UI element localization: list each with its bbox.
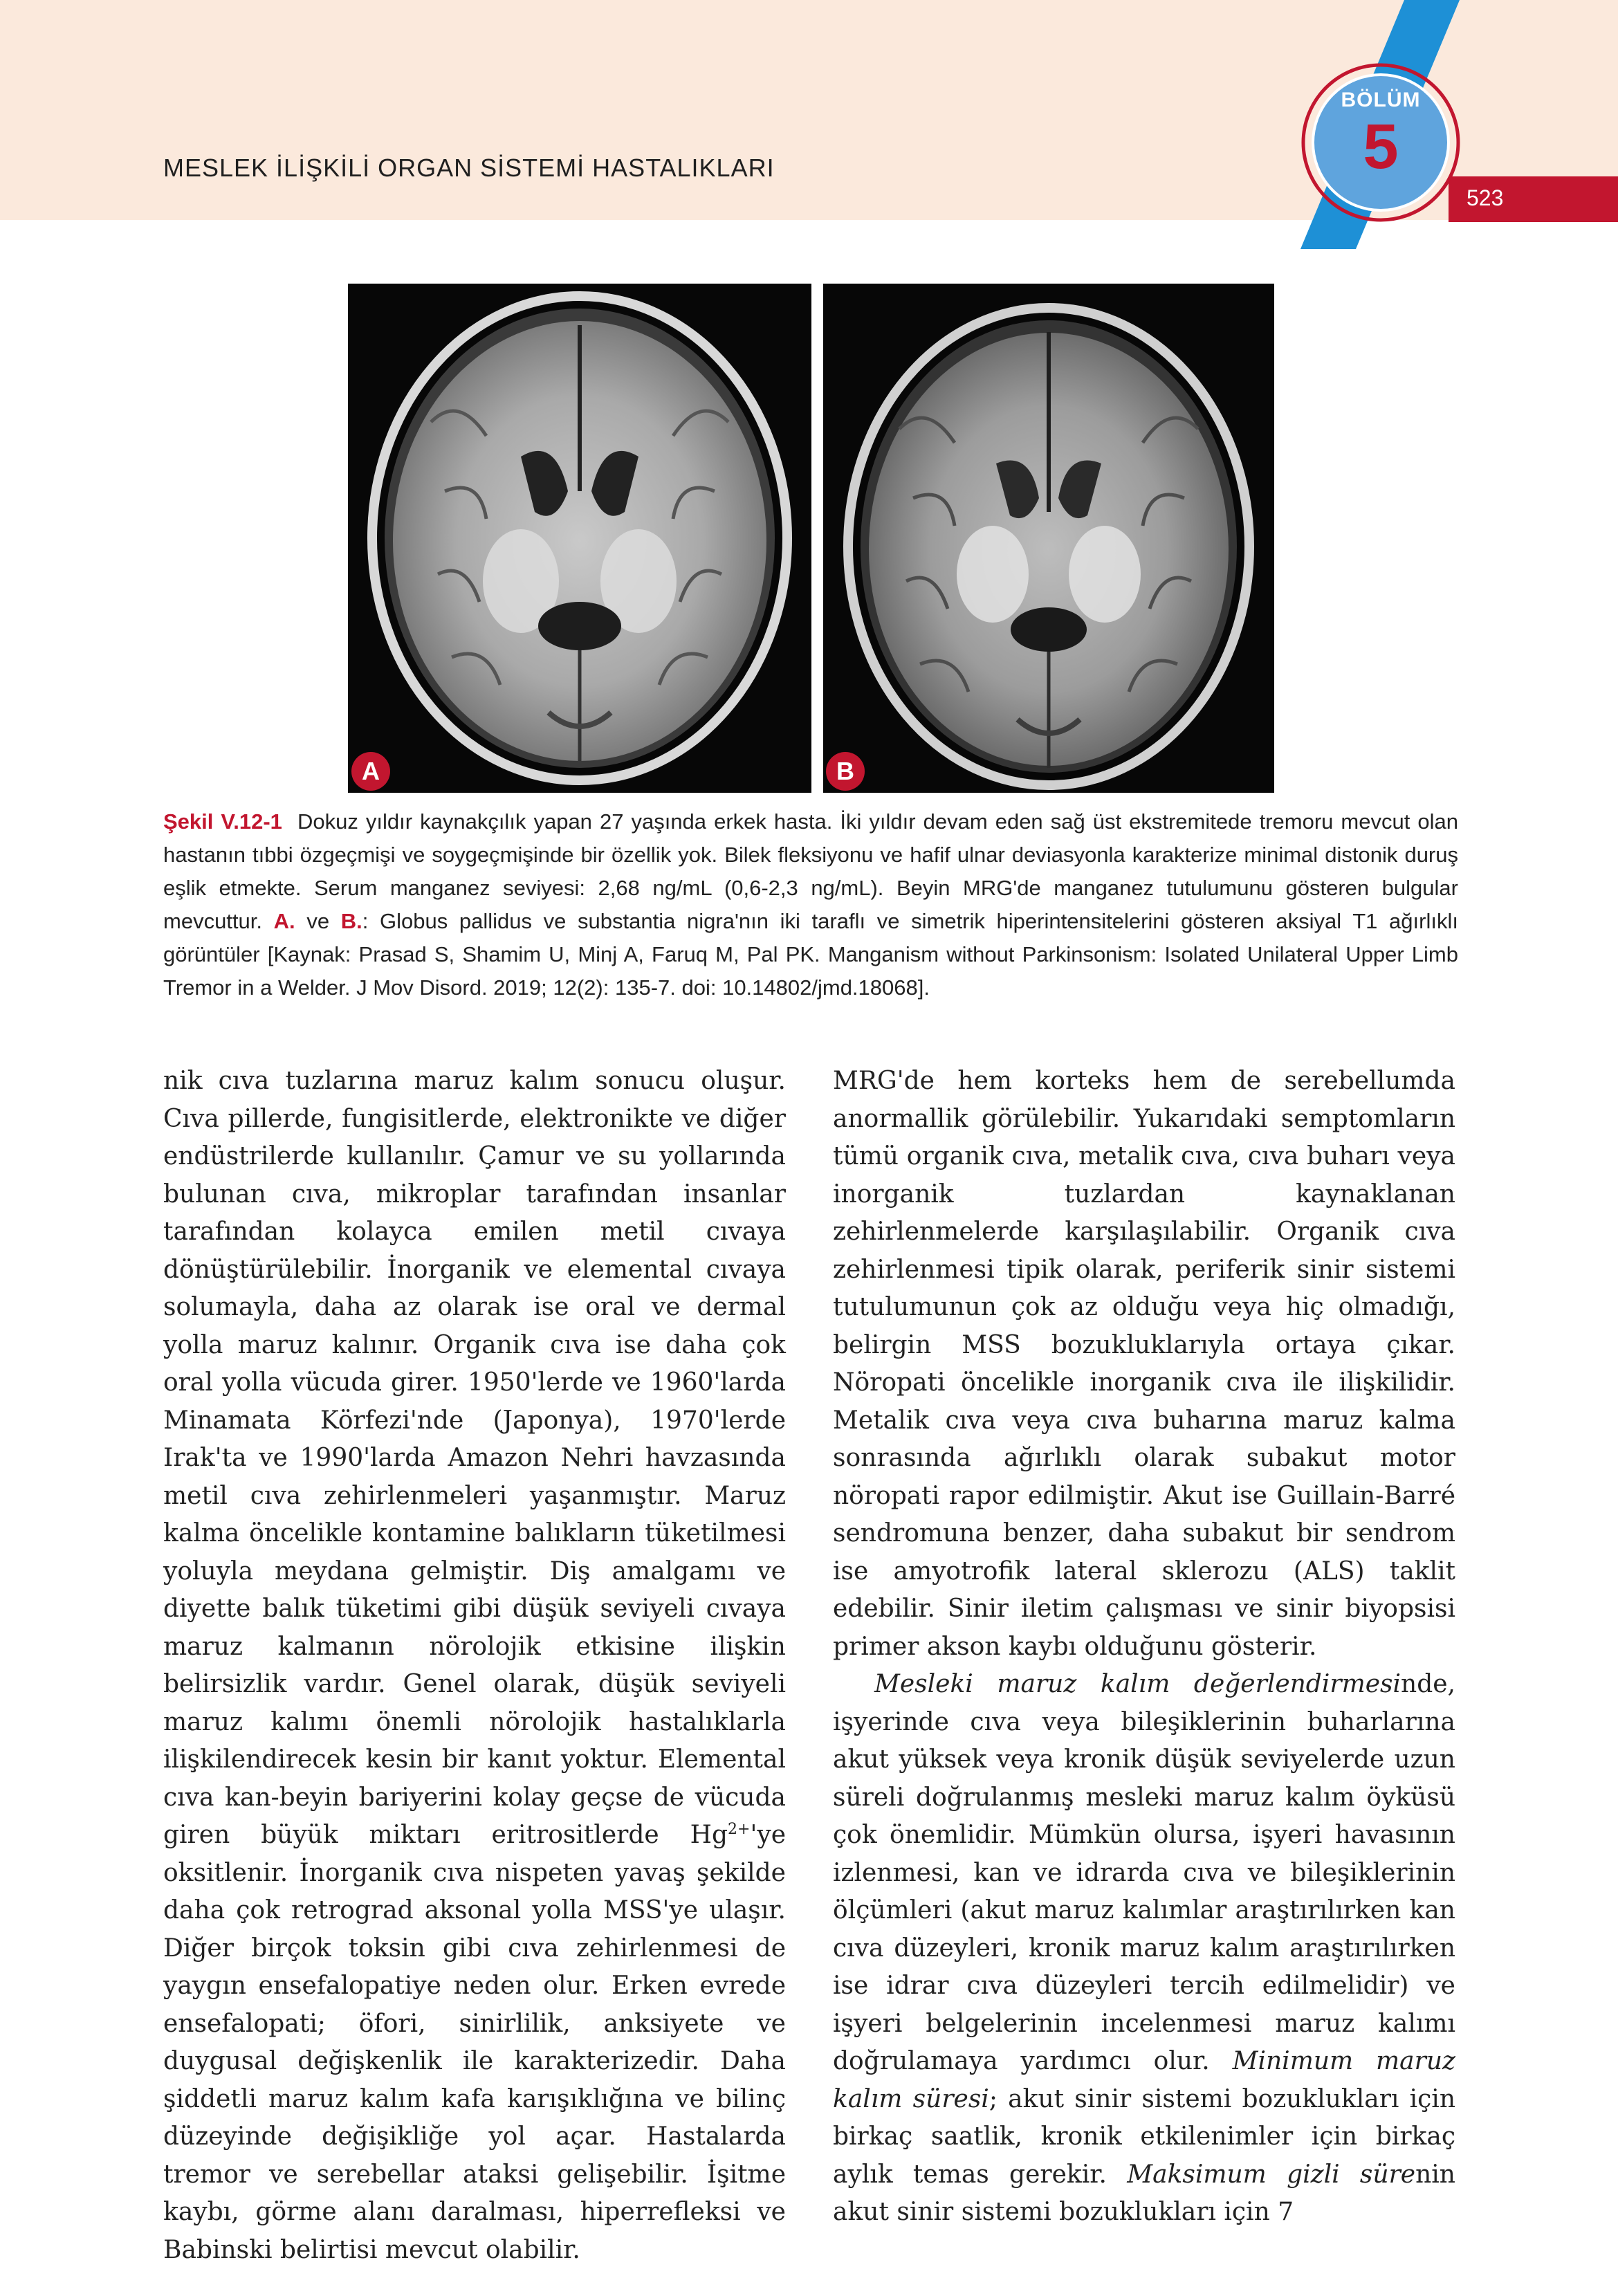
chapter-label: BÖLÜM bbox=[1341, 89, 1421, 111]
right-text-1: nde, işyerinde cıva veya bileşiklerinin buharlarına akut yüksek veya kronik düşük seviyelerde uzun süreli doğrulanmış mesleki maruz kalım öyküsü çok önemlidir. Mümkün olursa, işyeri havasının izlenmesi, kan ve idrarda cıva ve bileşiklerinin ölçümleri (akut maruz kalımlar araştırılırken kan cıva düzeyleri, kronik maruz kalım araştırılırken ise idrar cıva düzeyleri tercih edilmelidir) ve işyeri belgelerinin incelenmesi maruz kalımı doğrulamaya yardımcı olur. bbox=[833, 1670, 1455, 2075]
body-column-left bbox=[163, 1063, 786, 2269]
term-maximum-latency: Maksimum gizli süre bbox=[1127, 2160, 1416, 2189]
mri-image-b bbox=[823, 284, 1274, 793]
right-paragraph-1: MRG'de hem korteks hem de serebellumda anormallik görülebilir. Yukarıdaki semptomların tümü organik cıva, metalik cıva, cıva buharı veya inorganik tuzlardan kaynaklanan zehirlenmelerde karşılaşılabilir. Organik cıva zehirlenmesi tipik olarak, periferik sinir sistemi tutulumunun çok az olduğu veya hiç olmadığı, belirgin MSS bozukluklarıyla ortaya çıkar. Nöropati öncelikle inorganik cıva ile ilişkilidir. Metalik cıva veya cıva buharına maruz kalma sonrasında ağırlıklı olarak subakut motor nöropati rapor edilmiştir. Akut ise Guillain-Barré sendromuna benzer, daha subakut bir sendrom ise amyotrofik lateral sklerozu (ALS) taklit edebilir. Sinir iletim çalışması ve sinir biyopsisi primer akson kaybı olduğunu gösterir. bbox=[833, 1067, 1455, 1661]
caption-ref-b: B. bbox=[340, 909, 362, 933]
term-occupational-assessment: Mesleki maruz kalım değerlendirmesi bbox=[874, 1670, 1401, 1698]
panel-label-b: B bbox=[826, 752, 865, 791]
caption-ref-a: A. bbox=[273, 909, 295, 933]
left-paragraph bbox=[163, 1063, 786, 2269]
superscript-charge: 2+ bbox=[728, 1821, 751, 1838]
left-text-a: nik cıva tuzlarına maruz kalım sonucu oluşur. Cıva pillerde, fungisitlerde, elektronikte ve diğer endüstrilerde kullanılır. Çamur ve su yollarında bulunan cıva, mikroplar tarafından insanlar tarafından kolayca emilen metil cıvaya dönüştürülebilir. İnorganik ve elemental cıvaya solumayla, daha az olarak ise oral ve dermal yolla maruz kalınır. Organik cıva ise daha çok oral yolla vücuda girer. 1950'lerde ve 1960'larda Minamata Körfezi'nde (Japonya), 1970'lerde Irak'ta ve 1990'larda Amazon Nehri havzasında metil cıva zehirlenmeleri yaşanmıştır. Maruz kalma öncelikle kontamine balıkların tüketilmesi yoluyla meydana gelmiştir. Diş amalgamı ve diyette balık tüketimi gibi düşük seviyeli cıvaya maruz kalmanın nörolojik etkisine ilişkin belirsizlik vardır. Genel olarak, düşük seviyeli maruz kalımı önemli nörolojik hastalıklarla ilişkilendirecek kesin bir kanıt yoktur. Elemental cıva kan-beyin bariyerini kolay geçse de vücuda giren büyük miktarı eritrositlerde Hg bbox=[163, 1067, 786, 1849]
body-column-right bbox=[833, 1063, 1455, 2232]
mri-a-drawing bbox=[348, 284, 811, 793]
right-paragraph-2 bbox=[833, 1666, 1455, 2232]
chapter-number: 5 bbox=[1363, 111, 1399, 182]
caption-text-2: : Globus pallidus ve substantia nigra'nın iki taraflı ve simetrik hiperintensitelerini gösteren aksiyal T1 ağırlıklı görüntüler [Kaynak: Prasad S, Shamim U, Minj A, Faruq M, Pal PK. Manganism without Parkinsonism: Isolated Unilateral Upper Limb Tremor in a Welder. J Mov Disord. 2019; 12(2): 135-7. doi: 10.14802/jmd.18068]. bbox=[163, 909, 1458, 1000]
term-minimum-exposure: Minimum maruz kalım süresi bbox=[833, 2047, 1455, 2113]
right-text-2: ; akut sinir sistemi bozuklukları için birkaç saatlik, kronik etkilenimler için birkaç aylık temas gerekir. bbox=[833, 2084, 1455, 2189]
figure-id: Şekil V.12-1 bbox=[163, 809, 282, 834]
page-number: 523 bbox=[1467, 185, 1504, 210]
left-text-b: 'ye oksitlenir. İnorganik cıva nispeten yavaş şekilde daha çok retrograd aksonal yolla MSS'ye ulaşır. Diğer birçok toksin gibi cıva zehirlenmesi de yaygın ensefalopatiye neden olur. Erken evrede ensefalopati; öfori, sinirlilik, anksiyete ve duygusal değişkenlik ile karakterizedir. Daha şiddetli maruz kalım kafa karışıklığına ve bilinç düzeyinde değişikliğe yol açar. Hastalarda tremor ve serebellar ataksi gelişebilir. İşitme kaybı, görme alanı daralması, hiperrefleksi ve Babinski belirtisi mevcut olabilir. bbox=[163, 1821, 786, 2264]
figure-caption bbox=[163, 805, 1458, 1004]
mri-image-a bbox=[348, 284, 811, 793]
panel-label-a: A bbox=[351, 752, 390, 791]
caption-text-1: Dokuz yıldır kaynakçılık yapan 27 yaşında erkek hasta. İki yıldır devam eden sağ üst ekstremitede tremoru mevcut olan hastanın tıbbi özgeçmişi ve soygeçmişinde bir özellik yok. Bilek fleksiyonu ve hafif ulnar deviasyonla karakterize minimal distonik duruş eşlik etmekte. Serum manganez seviyesi: 2,68 ng/mL (0,6-2,3 ng/mL). Beyin MRG'de manganez tutulumunu gösteren bulgular mevcuttur. bbox=[163, 809, 1458, 933]
caption-ve: ve bbox=[306, 909, 330, 933]
mri-b-drawing bbox=[823, 284, 1274, 793]
running-title: MESLEK İLİŞKİLİ ORGAN SİSTEMİ HASTALIKLARI bbox=[163, 154, 775, 182]
right-text-3: nin akut sinir sistemi bozuklukları için 7 bbox=[833, 2160, 1455, 2226]
